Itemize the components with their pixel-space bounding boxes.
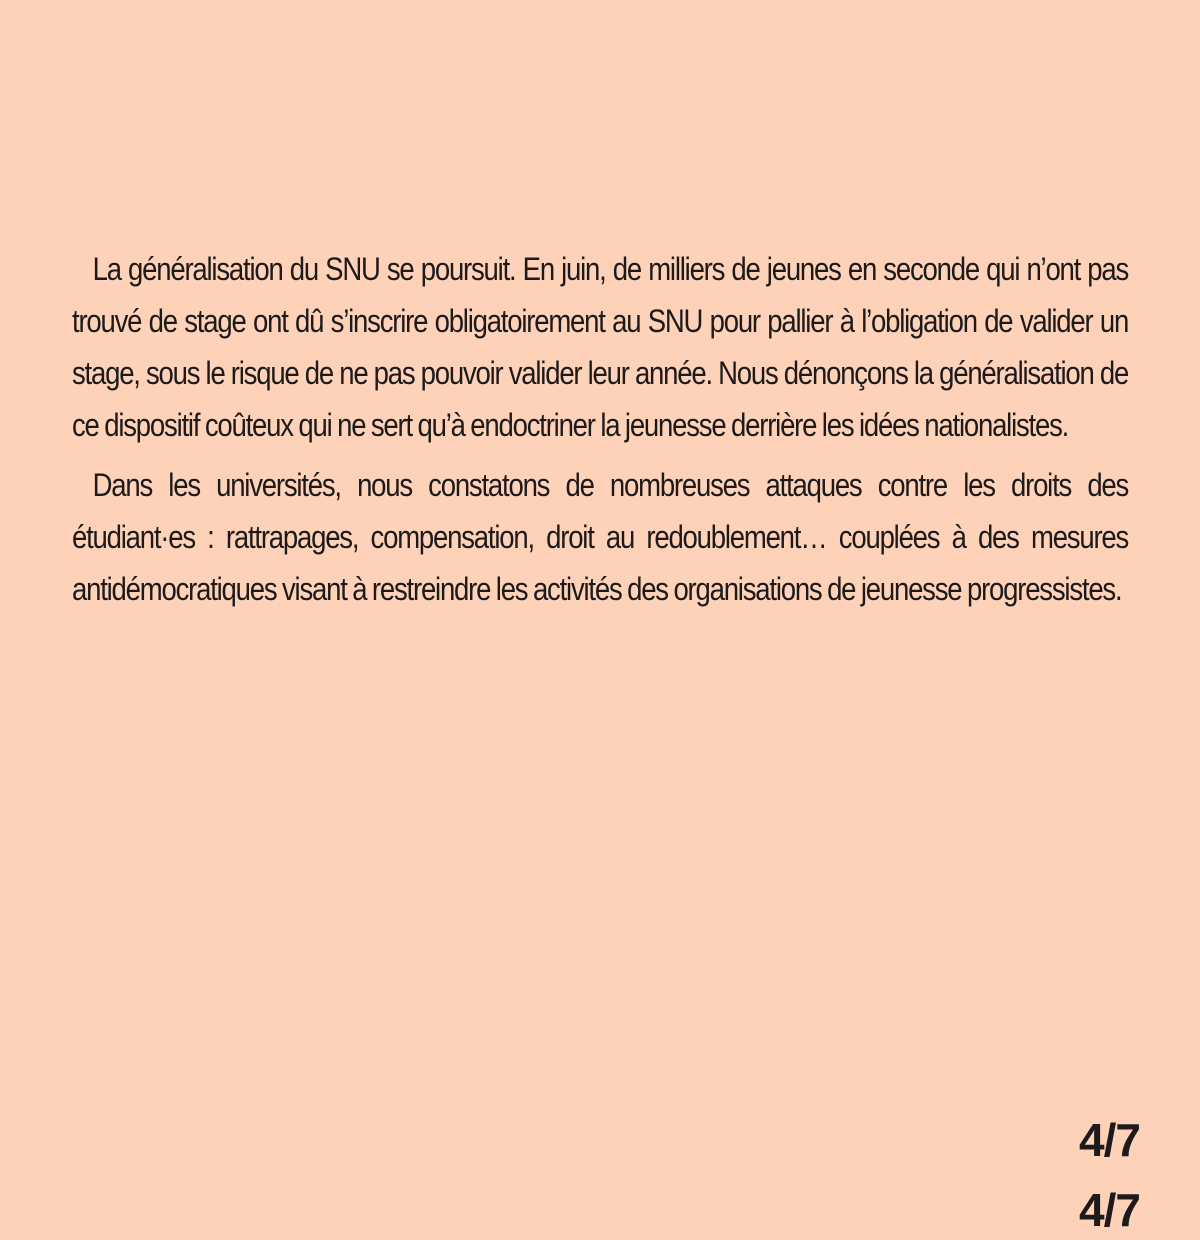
text-block: [72, 243, 1128, 615]
paragraph-universites: Dans les universités, nous constatons de nombreuses attaques contre les droits des étudiant·es : rattrapages, compensation, droit au redoublement… couplées à des mesures antidémocratiques visant à restreindre les activités des organisations de jeunesse progressistes.: [72, 467, 1129, 607]
page-counter-next-slide: 4/7: [1079, 1184, 1140, 1236]
paragraph-snu: La généralisation du SNU se poursuit. En juin, de milliers de jeunes en seconde qui n’ont pas trouvé de stage ont dû s’inscrire obligatoirement au SNU pour pallier à l’obligation de valider un stage, sous le risque de ne pas pouvoir valider leur année. Nous dénonçons la généralisation de ce dispositif coûteux qui ne sert qu’à endoctriner la jeunesse derrière les idées nationalistes.: [72, 251, 1129, 443]
page-counter: 4/7: [1079, 1114, 1140, 1166]
